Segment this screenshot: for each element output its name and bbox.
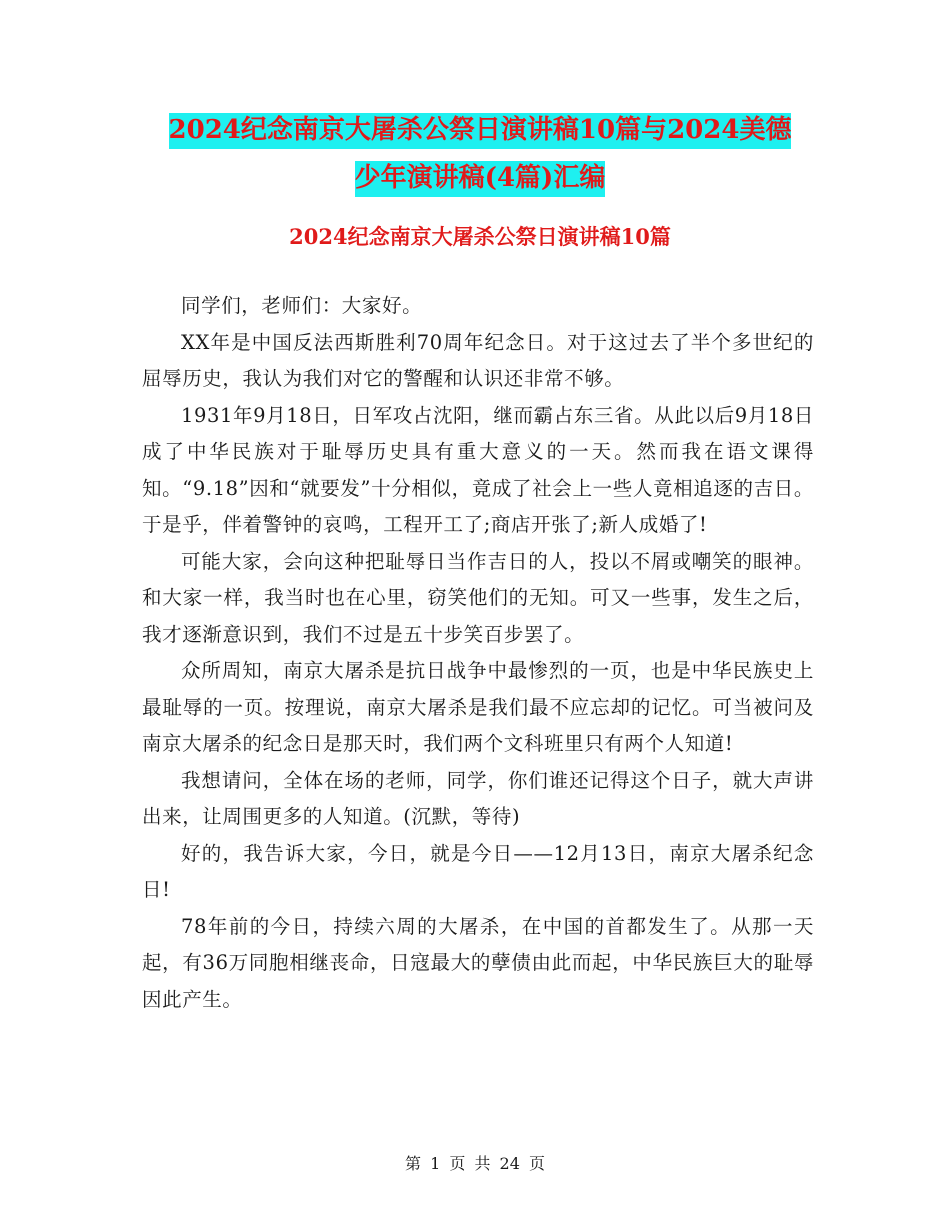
document-title-line-1: 2024纪念南京大屠杀公祭日演讲稿10篇与2024美德: [169, 113, 792, 149]
paragraph: 78年前的今日，持续六周的大屠杀，在中国的首都发生了。从那一天起，有36万同胞相继丧命，日寇最大的孽债由此而起，中华民族巨大的耻辱因此产生。: [142, 914, 814, 1011]
paragraph: 众所周知，南京大屠杀是抗日战争中最惨烈的一页，也是中华民族史上最耻辱的一页。按理说，南京大屠杀是我们最不应忘却的记忆。可当被问及南京大屠杀的纪念日是那天时，我们两个文科班里只有两个人知道!: [142, 659, 814, 755]
paragraph: XX年是中国反法西斯胜利70周年纪念日。对于这过去了半个多世纪的屈辱历史，我认为我们对它的警醒和认识还非常不够。: [142, 330, 814, 390]
document-body: [142, 288, 814, 1018]
section-heading: 2024纪念南京大屠杀公祭日演讲稿10篇: [289, 224, 671, 249]
document-title: [140, 106, 820, 202]
paragraph: 可能大家，会向这种把耻辱日当作吉日的人，投以不屑或嘲笑的眼神。和大家一样，我当时也在心里，窃笑他们的无知。可又一些事，发生之后，我才逐渐意识到，我们不过是五十步笑百步罢了。: [142, 549, 814, 646]
paragraph: 同学们，老师们：大家好。: [181, 294, 423, 317]
paragraph: 1931年9月18日，日军攻占沈阳，继而霸占东三省。从此以后9月18日成了中华民族对于耻辱历史具有重大意义的一天。然而我在语文课得知。“9.18”因和“就要发”十分相似，竟成了社会上一些人竟相追逐的吉日。于是乎，伴着警钟的哀鸣，工程开工了;商店开张了;新人成婚了!: [142, 403, 814, 536]
page-footer: 第 1 页 共 24 页: [405, 1154, 545, 1173]
document-title-line-2: 少年演讲稿(4篇)汇编: [355, 161, 606, 197]
paragraph: 我想请问，全体在场的老师，同学，你们谁还记得这个日子，就大声讲出来，让周围更多的人知道。(沉默，等待): [142, 768, 814, 828]
paragraph: 好的，我告诉大家，今日，就是今日——12月13日，南京大屠杀纪念日!: [142, 841, 814, 901]
